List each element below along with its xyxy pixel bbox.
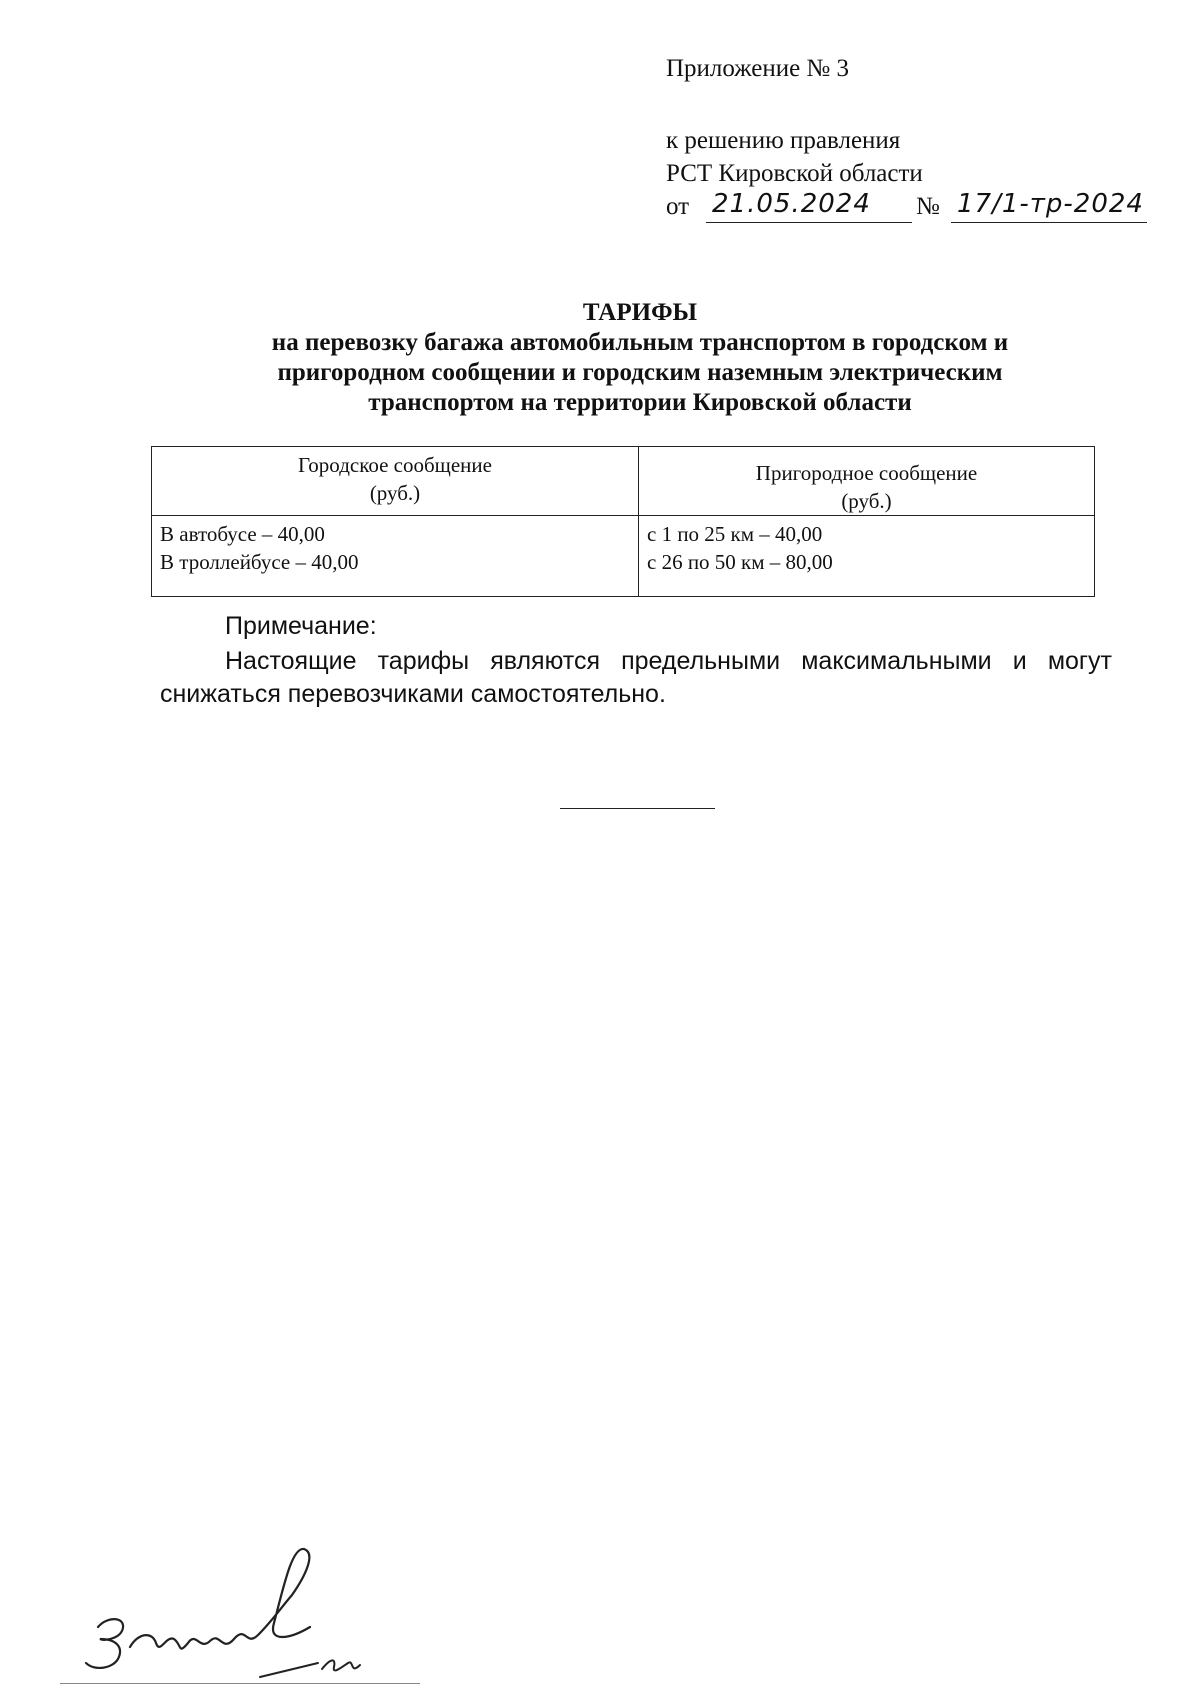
- title-line-1: ТАРИФЫ: [582, 299, 698, 326]
- title-line-3: пригородном сообщении и городским наземным электрическим: [277, 359, 1003, 386]
- tariff-table: [151, 446, 1095, 597]
- header-city-name: Городское сообщение: [298, 453, 492, 477]
- header-suburban: [639, 447, 1095, 516]
- decision-line-2: РСТ Кировской области: [666, 160, 923, 187]
- decision-reference: [666, 124, 1144, 230]
- note-heading: Примечание:: [225, 612, 377, 640]
- suburban-rate-1-25: с 1 по 25 км – 40,00: [647, 522, 823, 546]
- decision-line-1: к решению правления: [666, 127, 901, 154]
- header-suburban-name: Пригородное сообщение: [755, 461, 978, 485]
- title-line-4: транспортом на территории Кировской области: [368, 389, 912, 416]
- bottom-rule: [60, 1683, 420, 1684]
- title-line-2: на перевозку багажа автомобильным транспортом в городском и: [271, 329, 1009, 356]
- table-header-row: [152, 447, 1095, 516]
- handwritten-signature: [60, 1535, 380, 1685]
- date-number-line: [666, 189, 1144, 230]
- table-row: [152, 516, 1095, 597]
- decision-date: 21.05.2024: [706, 186, 912, 223]
- header-city-unit: (руб.): [369, 481, 421, 505]
- document-title: [150, 298, 1130, 418]
- note-text: Настоящие тарифы являются предельными максимальными и могут снижаться перевозчиками самостоятельно.: [160, 647, 1112, 708]
- city-rates-cell: [152, 516, 639, 597]
- from-label: от: [666, 193, 690, 220]
- number-label: №: [916, 193, 940, 220]
- end-divider: [560, 808, 715, 809]
- suburban-rate-26-50: с 26 по 50 км – 80,00: [647, 550, 833, 574]
- header-city: [152, 447, 639, 516]
- header-suburban-unit: (руб.): [841, 489, 892, 513]
- suburban-rates-cell: [639, 516, 1095, 597]
- decision-number: 17/1-тр-2024: [951, 186, 1147, 223]
- city-rate-trolleybus: В троллейбусе – 40,00: [160, 550, 359, 574]
- appendix-label: Приложение № 3: [666, 55, 850, 82]
- city-rate-bus: В автобусе – 40,00: [160, 522, 325, 546]
